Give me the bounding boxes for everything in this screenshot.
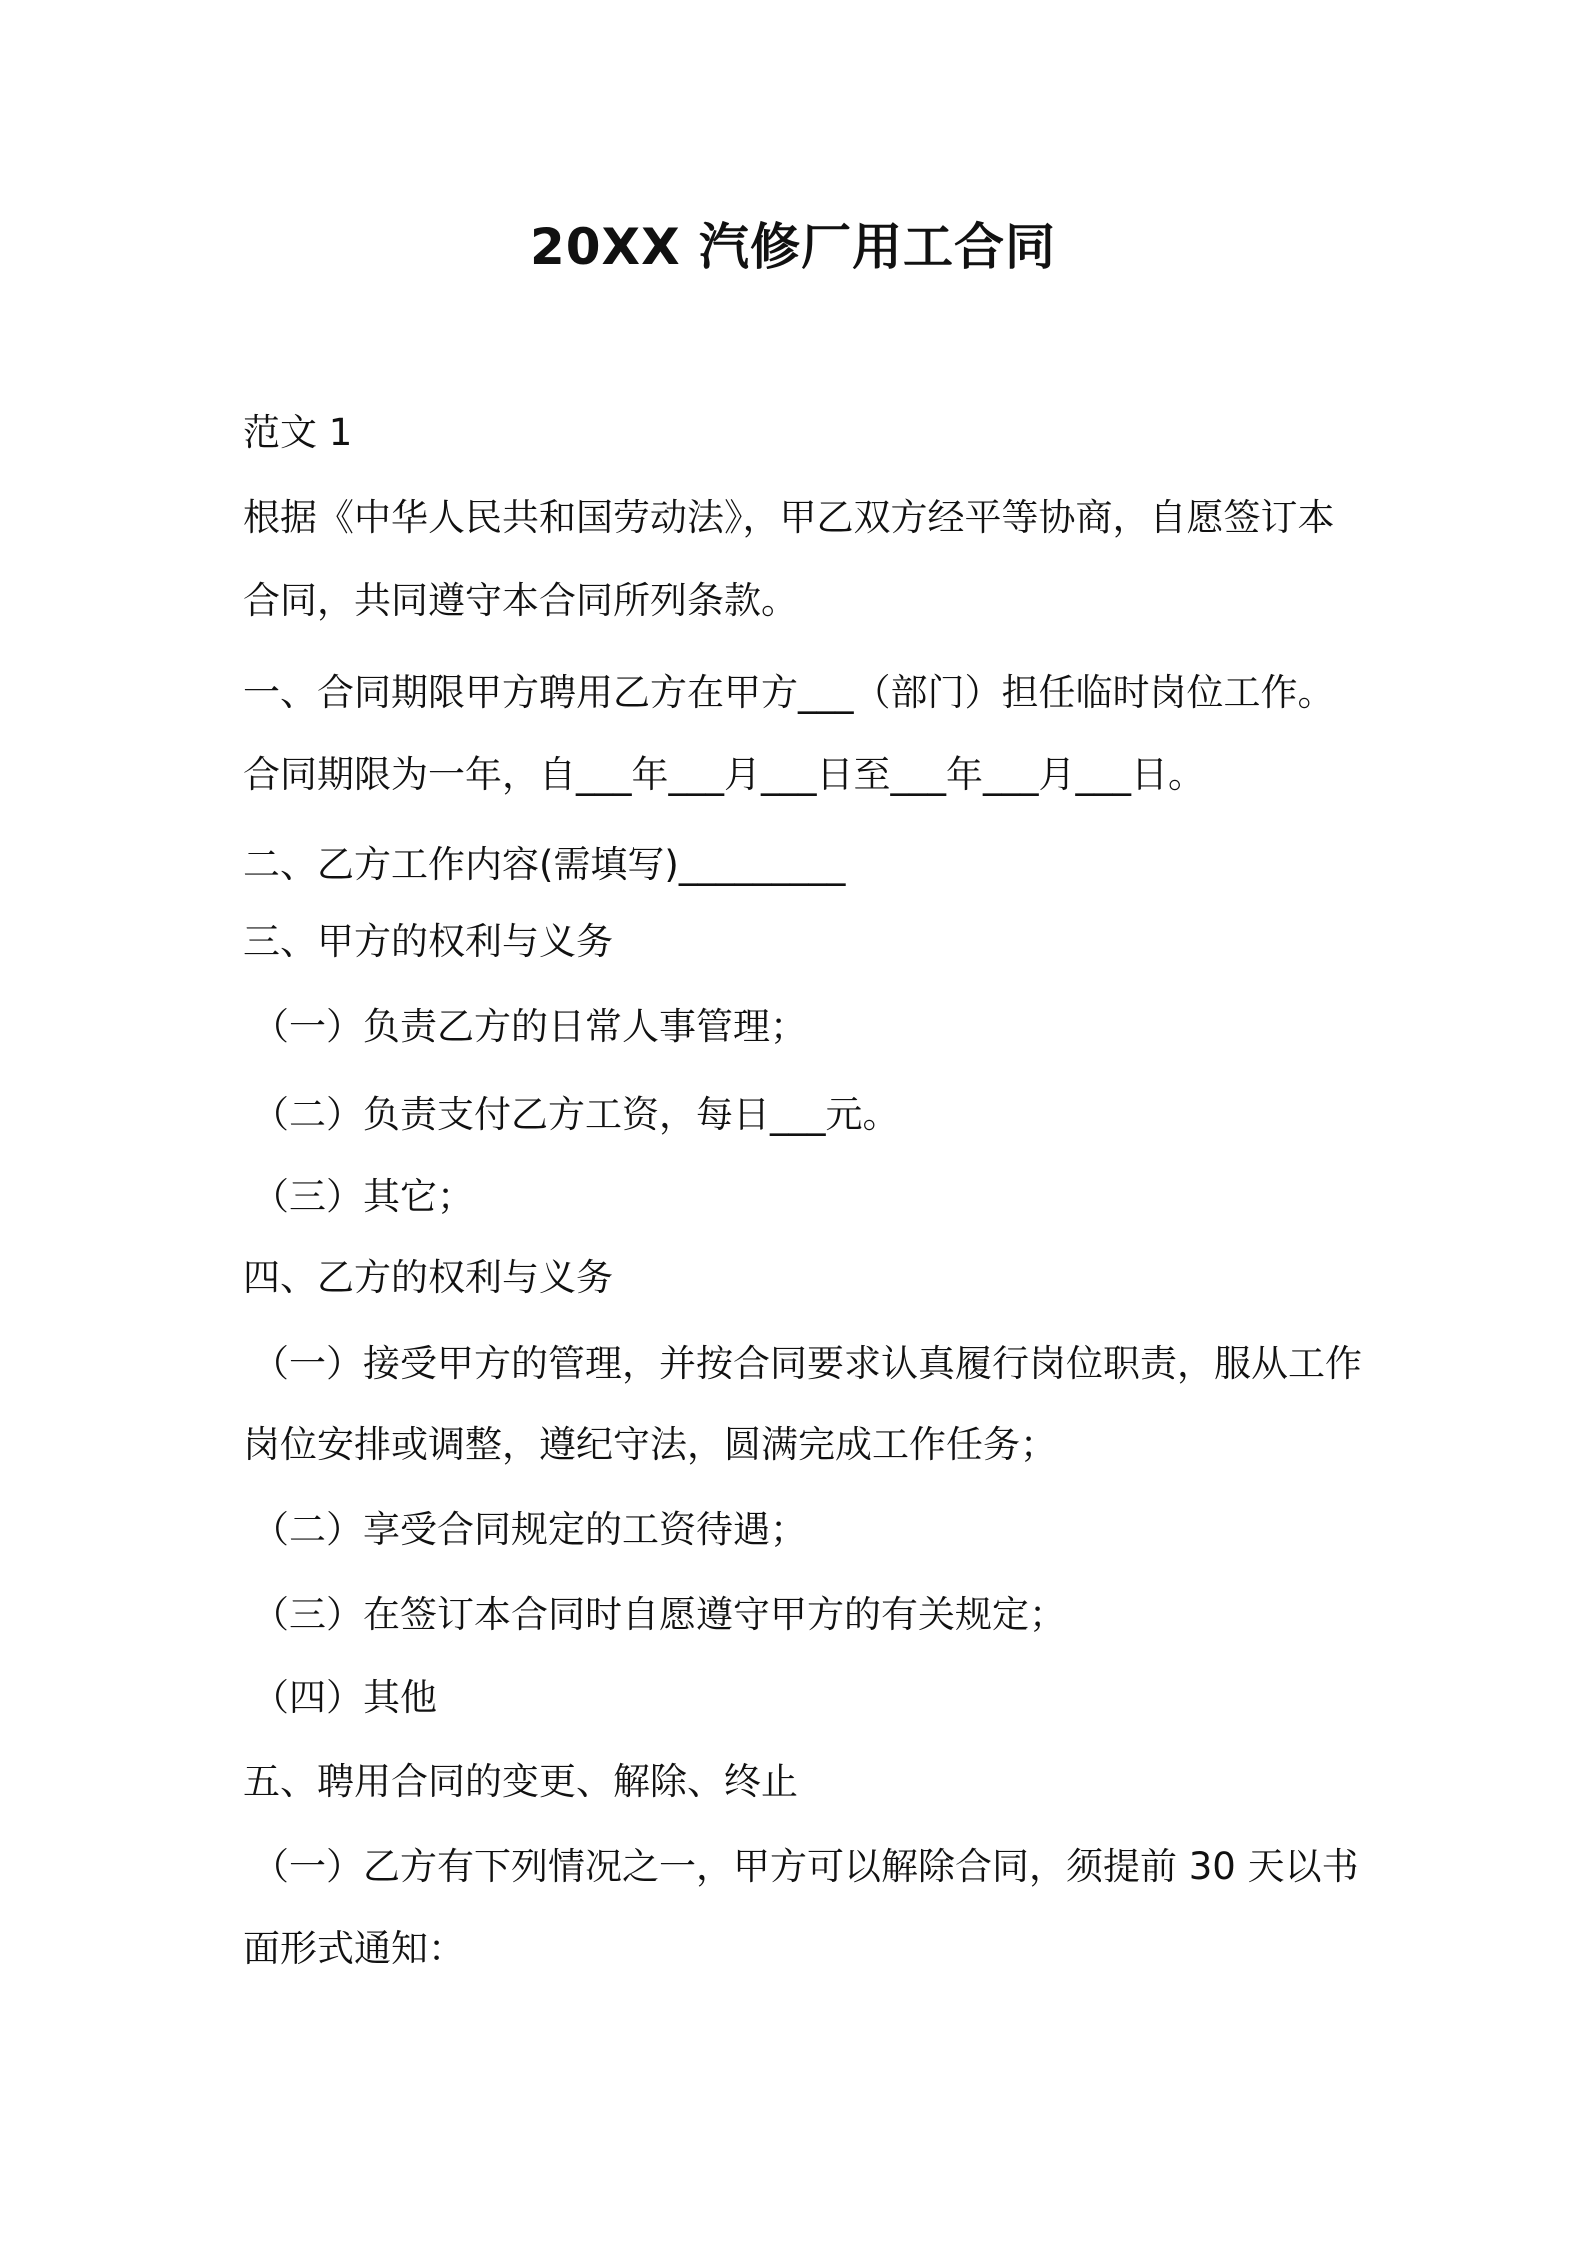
clause-4-item: （三）在签订本合同时自愿遵守甲方的有关规定； [252, 1593, 1066, 1636]
clause-3-item: （三）其它； [252, 1175, 474, 1218]
clause-4-heading: 四、乙方的权利与义务 [243, 1256, 613, 1299]
clause-2-line: 二、乙方工作内容(需填写)_________ [243, 843, 846, 886]
clause-3-item: （一）负责乙方的日常人事管理； [252, 1005, 807, 1048]
section-label-fanwen: 范文 1 [243, 411, 353, 454]
clause-5-item-continued: 面形式通知： [243, 1927, 465, 1970]
clause-1-line: 一、合同期限甲方聘用乙方在甲方___（部门）担任临时岗位工作。 [243, 671, 1335, 714]
clause-1-line: 合同期限为一年，自___年___月___日至___年___月___日。 [243, 753, 1205, 796]
clause-4-item: （一）接受甲方的管理，并按合同要求认真履行岗位职责，服从工作 [252, 1342, 1362, 1385]
clause-3-heading: 三、甲方的权利与义务 [243, 920, 613, 963]
clause-4-item: （四）其他 [252, 1676, 437, 1719]
clause-4-item-continued: 岗位安排或调整，遵纪守法，圆满完成工作任务； [243, 1423, 1057, 1466]
paragraph-line: 合同，共同遵守本合同所列条款。 [243, 579, 798, 622]
clause-3-item: （二）负责支付乙方工资，每日___元。 [252, 1093, 900, 1136]
paragraph-line: 根据《中华人民共和国劳动法》，甲乙双方经平等协商，自愿签订本 [243, 496, 1335, 539]
document-title: 20XX 汽修厂用工合同 [529, 218, 1057, 276]
clause-5-heading: 五、聘用合同的变更、解除、终止 [243, 1760, 798, 1803]
clause-5-item: （一）乙方有下列情况之一，甲方可以解除合同，须提前 30 天以书 [252, 1845, 1359, 1888]
clause-4-item: （二）享受合同规定的工资待遇； [252, 1508, 807, 1551]
